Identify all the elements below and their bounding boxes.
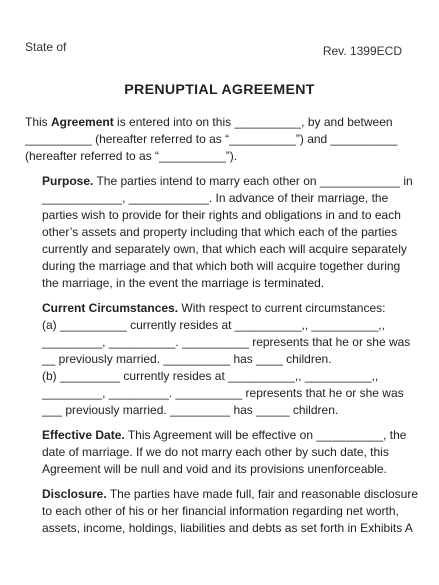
intro-paragraph (25, 114, 397, 165)
disclosure-line-2: to each other of his or her financial information regarding net worth, (42, 504, 399, 518)
intro-line-3: (hereafter referred to as “__________”). (25, 149, 238, 163)
effective-date-line-3: Agreement will be null and void and its provisions unenforceable. (42, 462, 387, 476)
circumstances-line-5: (b) _________ currently resides at __________,, __________,, (42, 369, 379, 383)
intro-line-1-rest: is entered into on this __________, by and between (113, 115, 393, 129)
document-title: PRENUPTIAL AGREEMENT (124, 82, 315, 98)
effective-date-line-1-text: This Agreement will be effective on __________, the (124, 428, 407, 442)
circumstances-line-6: _________, _________. __________ represents that he or she was (42, 386, 404, 400)
purpose-line-5: currently and separately own, that which each will acquire separately (42, 242, 407, 256)
circumstances-section (42, 300, 411, 419)
purpose-line-4: other’s assets and property including that which each of the parties (42, 225, 398, 239)
effective-date-line-1 (42, 427, 407, 444)
circumstances-line-3: _________, __________. __________ represents that he or she was (42, 335, 411, 349)
disclosure-section (42, 486, 418, 537)
disclosure-heading: Disclosure. (42, 487, 107, 501)
disclosure-line-1 (42, 486, 418, 503)
purpose-line-6: during the marriage and that which both will acquire together during (42, 259, 401, 273)
disclosure-line-1-text: The parties have made full, fair and reasonable disclosure (106, 487, 418, 501)
circumstances-heading: Current Circumstances. (42, 301, 179, 315)
intro-line-1 (25, 114, 397, 131)
circumstances-line-2: (a) __________ currently resides at __________,, __________,, (42, 318, 385, 332)
purpose-line-7: the marriage, in the event the marriage is terminated. (42, 276, 325, 290)
purpose-section (42, 173, 413, 292)
disclosure-line-3: assets, income, holdings, liabilities and debts as set forth in Exhibits A (42, 521, 413, 535)
purpose-line-2: ____________, ____________. In advance of their marriage, the (42, 191, 389, 205)
intro-line-2: __________ (hereafter referred to as “__________”) and __________ (25, 132, 398, 146)
purpose-line-3: parties wish to provide for their rights and obligations in and to each (42, 208, 401, 222)
agreement-sections (42, 173, 418, 545)
circumstances-line-1 (42, 300, 390, 317)
intro-prefix: This (25, 115, 52, 129)
effective-date-section (42, 427, 407, 478)
circumstances-line-1-text: With respect to current circumstances: (178, 301, 386, 315)
effective-date-heading: Effective Date. (42, 428, 125, 442)
state-label: State of (25, 40, 67, 54)
revision-label: Rev. 1399ECD (322, 44, 402, 58)
purpose-line-1 (42, 173, 413, 190)
circumstances-line-4: __ previously married. __________ has ____ children. (42, 352, 332, 366)
purpose-line-1-text: The parties intend to marry each other on ____________ in (93, 174, 413, 188)
effective-date-line-2: date of marriage. If we do not marry each other by such date, this (42, 445, 389, 459)
circumstances-line-7: ___ previously married. _________ has _____ children. (42, 403, 339, 417)
agreement-term: Agreement (51, 115, 114, 129)
purpose-heading: Purpose. (42, 174, 94, 188)
